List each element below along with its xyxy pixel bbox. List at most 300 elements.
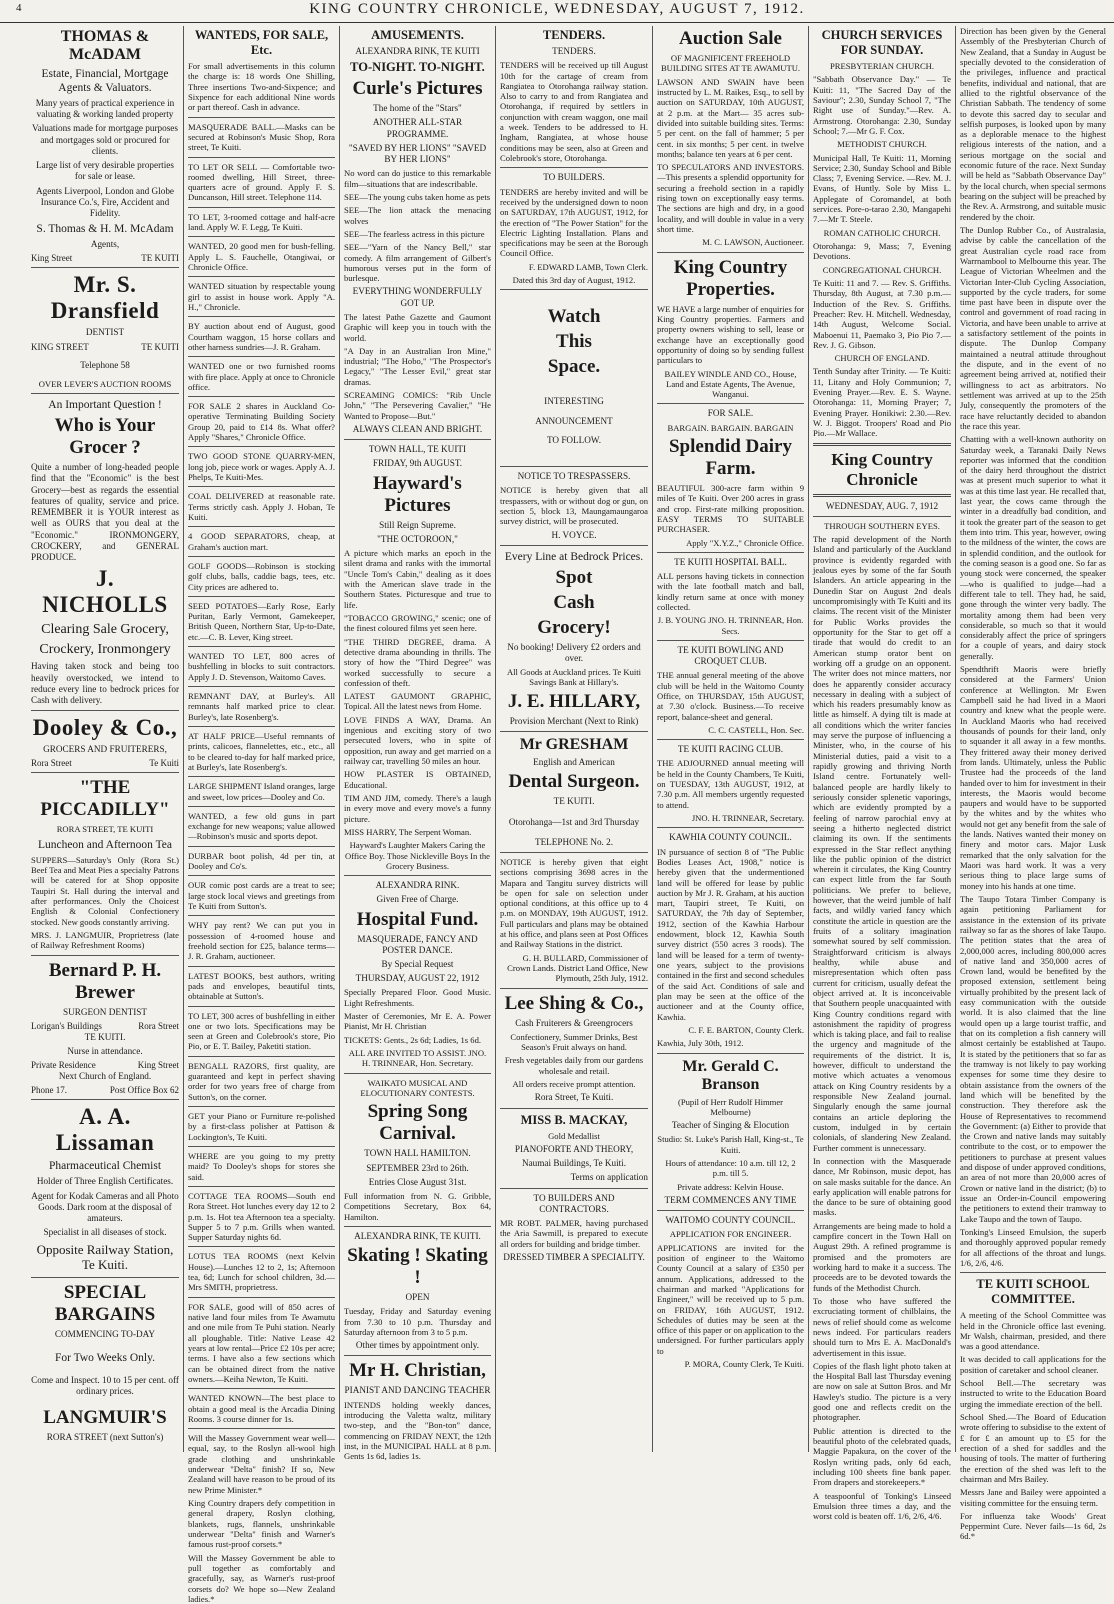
text: SCREAMING COMICS: "Rib Uncle John," "The Persevering Cavalier," "He Wanted to Propose—But.": [344, 390, 491, 421]
text: LOVE FINDS A WAY, Drama. An ingenious and exciting story of two persecuted lovers, who in spite of opposition, run away and get married on a railway car, travelling 50 miles an hour.: [344, 714, 491, 767]
text: Hours of attendance: 10 a.m. till 12, 2 p.m. till 5.: [665, 1157, 796, 1179]
text: MASQUERADE, FANCY AND POSTER DANCE.: [357, 933, 478, 955]
text: The Dunlop Rubber Co., of Australasia, advise by cable the cancellation of the great Australian cycle road race from Warrnambool to Melbourne this year. The League of Victorian Wheelmen and the Victorian Inter-Club Cycling Association, supported by the cycle traders, for some time past have been in dispute over the control and government of road racing in Victoria, and have been unable to arrive at a satisfactory settlement of the points in dispute. The Dunlop Company maintained a neutral attitude throughout the dispute, and in the event of no agreement being arrived at, notified their willingness to act as arbitrators. No settlement was arrived at up to the 25th July, consequently the promoters of the race have reluctantly decided to abandon the race this year.: [960, 224, 1106, 431]
divider: [500, 466, 648, 467]
branson-title: Mr. Gerald C. Branson: [682, 1057, 779, 1093]
text: OVER LEVER'S AUCTION ROOMS: [38, 378, 172, 389]
classified-ad: BY auction about end of August, good Courtham waggon, 15 horse collars and other harness sundries—J. R. Graham.: [188, 321, 335, 352]
text: WE HAVE a large number of enquiries for King Country properties. Farmers and property owners wishing to sell, lease or exchange have an exceptionally good opportunity of doing so by sending fullest particulars to: [657, 303, 804, 366]
classified-ad: LARGE SHIPMENT Island oranges, large and sweet, low prices—Dooley and Co.: [188, 781, 335, 802]
text: RORA STREET (next Sutton's): [46, 1431, 164, 1442]
newspaper-title: KING COUNTRY CHRONICLE, WEDNESDAY, AUGUST 7, 1912.: [309, 1, 805, 17]
classified-ad: WANTED one or two furnished rooms with fire place. Apply at once to Chronicle office.: [188, 361, 335, 392]
column-rule: [955, 26, 956, 1452]
text: Dated this 3rd day of August, 1912.: [512, 275, 636, 286]
classified-ad: AT HALF PRICE—Useful remnants of prints, calicoes, flannelettes, etc., etc., all to be cleared to-day for half marked price, at Burley's, late Rosenberg's.: [188, 730, 335, 772]
text: Opposite Railway Station, Te Kuiti.: [36, 1241, 174, 1273]
text: F. EDWARD LAMB, Town Clerk.: [528, 261, 648, 272]
text: Cash Fruiterers & Greengrocers: [515, 1017, 633, 1028]
text: TE KUITI.: [84, 1031, 126, 1042]
text: This: [556, 331, 592, 353]
text: Rora Street: [138, 1020, 179, 1031]
column-rule: [339, 26, 340, 1452]
text: Cash: [553, 591, 595, 613]
divider: [657, 640, 804, 641]
text: Kawhia, July 30th, 1912.: [657, 1038, 744, 1049]
divider: [188, 966, 335, 967]
hayward-title: Hayward's Pictures: [373, 472, 462, 516]
divider: [188, 846, 335, 847]
divider: [188, 1297, 335, 1298]
classified-ad: WANTED situation by respectable young girl to assist in house work. Apply "A. H.," Chronicle.: [188, 281, 335, 312]
text: The latest Pathe Gazette and Gaumont Graphic will keep you in touch with the world.: [344, 311, 491, 343]
text: A meeting of the School Committee was held in the Chronicle office last evening. Mr Walsh, chairman, presided, and there was a good attendance.: [960, 1310, 1106, 1352]
classified-ad: FOR SALE, good will of 850 acres of native land four miles from Te Awamutu and one mile from Te Puhi station. Nearly all ploughable. Title: Native Lease 42 years at low rental—Price £2 10s per acre; terms. I have also a few sections which can be obtained direct from the native owners.—Keiha Newton, Te Kuiti.: [188, 1301, 335, 1384]
column-6: [810, 26, 954, 1522]
classified-ad: TWO GOOD STONE QUARRY-MEN, long job, piece work or wages. Apply A. J. Phelps, Te Kuiti-Mes.: [188, 451, 335, 482]
text: TIM AND JIM, comedy. There's a laugh in every move and every move's a funny picture.: [344, 792, 491, 824]
text: Will the Massey Government be able to pull together as comfortably and gracefully, say, as Warner's rust-proof corsets do? We hope so—New Zealand ladies.*: [188, 1552, 335, 1604]
divider: [344, 1355, 491, 1356]
text: Full information from N. G. Gribble, Competitions Secretary, Box 64, Hamilton.: [344, 1190, 491, 1222]
divider: [813, 443, 951, 446]
special-bargains-title: SPECIAL BARGAINS: [54, 1282, 156, 1326]
text: FRIDAY, 9th AUGUST.: [372, 458, 463, 469]
divider: [344, 1073, 491, 1074]
text: COMMENCING TO-DAY: [54, 1329, 156, 1340]
divider: [188, 446, 335, 447]
text: (Pupil of Herr Rudolf Himmer Melbourne): [677, 1096, 784, 1117]
divider: [188, 1106, 335, 1107]
divider: [188, 806, 335, 807]
text: No word can do justice to this remarkable film—situations that are indescribable.: [344, 168, 491, 189]
text: TO-NIGHT. TO-NIGHT.: [350, 60, 485, 75]
text: Rora Street: [31, 758, 72, 769]
text: Studio: St. Luke's Parish Hall, King-st., Te Kuiti.: [657, 1134, 804, 1155]
auction-sale-title: Auction Sale: [679, 28, 782, 49]
text: NOTICE is hereby given that all trespassers, with or without dog or gun, on section 5, block 13, Maungamaungaroa survey district, will be prosecuted.: [500, 485, 648, 527]
text: "THE THIRD DEGREE, drama. A detective drama abounding in thrills. The story of how the "Third Degree" was worked successfully to secure a confession of theft.: [344, 636, 491, 688]
column-1: [28, 26, 182, 1452]
text: Fresh vegetables daily from our gardens wholesale and retail.: [504, 1055, 644, 1076]
divider: [31, 267, 179, 268]
text: All Goods at Auckland prices. Te Kuiti Savings Bank at Hillary's.: [506, 667, 642, 688]
text: "TOBACCO GROWING," scenic; one of the finest coloured films yet seen here.: [344, 612, 491, 634]
column-7: [957, 26, 1109, 1542]
column-rule: [495, 26, 496, 1452]
text: Dental Surgeon.: [508, 771, 640, 793]
text: Lorigan's Buildings: [31, 1020, 102, 1031]
classified-ad: TO LET, 300 acres of bushfelling in either one or two lots. Specifications may be seen at Green and Colebrook's store, Pio Pio, or E. T. Bailey, Paketiti station.: [188, 1010, 335, 1052]
divider: [188, 396, 335, 397]
dairy-farm-title: Splendid Dairy Farm.: [668, 435, 792, 479]
divider: [500, 1188, 648, 1189]
divider: [500, 167, 648, 168]
divider: [188, 1056, 335, 1057]
text: All orders receive prompt attention.: [512, 1079, 636, 1090]
text: P. MORA, County Clerk, Te Kuiti.: [684, 1359, 804, 1370]
text: APPLICATIONS are invited for the position of engineer to the Waitomo County Council at a salary of £350 per annum. Applications, addressed to the chairman and marked "Applications for Engineer," will be received up to 5 p.m. on FRIDAY, 16th AUGUST, 1912. Schedules of duties may be seen at the office of this paper or on application to the undersigned. For further particulars apply to: [657, 1242, 804, 1356]
text: TO SPECULATORS AND INVESTORS.—This presents a splendid opportunity for securing a freehold section in a rapidly rising town on exceptionally easy terms. The sections are high and dry, in a good locality, and will double in value in a very short time.: [657, 162, 804, 234]
divider: [657, 552, 804, 553]
text: SEE—The fearless actress in this picture: [344, 228, 485, 239]
classified-ad: GOLF GOODS—Robinson is stocking golf clubs, balls, caddie bags, tees, etc. City prices are adhered to.: [188, 560, 335, 592]
text: Terms on application: [570, 1172, 648, 1183]
text: ANOTHER ALL-STAR PROGRAMME.: [372, 117, 463, 139]
text: Agents Liverpool, London and Globe Insurance Co.'s, Fire, Accident and Fidelity.: [35, 185, 175, 218]
langmuir-title: LANGMUIR'S: [43, 1406, 167, 1428]
text: Pharmaceutical Chemist: [48, 1160, 162, 1173]
text: Having taken stock and being too heavily overstocked, we intend to reduce every line to bedrock prices for Cash with delivery.: [31, 661, 179, 705]
text: OF MAGNIFICENT FREEHOLD BUILDING SITES AT TE AWAMUTU.: [660, 53, 801, 74]
school-committee-heading: TE KUITI SCHOOL COMMITTEE.: [976, 1277, 1090, 1307]
classified-ad: 4 GOOD SEPARATORS, cheap, at Graham's auction mart.: [188, 531, 335, 552]
classified-ad: REMNANT DAY, at Burley's. All remnants half marked price to clear. Burley's, late Rosenberg's.: [188, 691, 335, 722]
text: School Bell.—The secretary was instructed to write to the Education Board urging the immediate erection of the bell.: [960, 1378, 1106, 1409]
divider: [813, 516, 951, 517]
text: Confectionery, Summer Drinks, Best Season's Fruit always on hand.: [510, 1031, 638, 1053]
text: Otorohanga—1st and 3rd Thursday: [508, 817, 640, 828]
text: King Street: [31, 253, 73, 264]
text: RORA STREET, TE KUITI: [56, 824, 154, 835]
classified-ad: OUR comic post cards are a treat to see; large stock local views and greetings from Te Kuiti from Sutton's.: [188, 880, 335, 911]
divider: [188, 776, 335, 777]
text: THE ADJOURNED annual meeting will be held in the County Chambers, Te Kuiti, on TUESDAY, 13th AUGUST, 1912, at 7.30 p.m. All members urgently requested to attend.: [657, 758, 804, 810]
text: TE KUITI BOWLING AND CROQUET CLUB.: [677, 644, 784, 667]
text: INTERESTING: [544, 396, 604, 407]
text: Hayward's Laughter Makers Caring the Office Boy. Those Nickleville Boys In the Grocery Business.: [345, 840, 490, 871]
text: METHODIST CHURCH.: [837, 139, 927, 150]
text: SUPPERS—Saturday's Only (Rora St.) Beef Tea and Meat Pies a specialty Patrons will be catered for at Shop opposite Taupiri St. Hall during the interval and after performances. Only the Choicest English & Colonial Confectionery stocked. New goods constantly arriving.: [31, 854, 179, 927]
divider: [500, 289, 648, 290]
text: PIANOFORTE AND THEORY,: [514, 1143, 634, 1154]
text: Gold Medallist: [548, 1130, 600, 1141]
column-rule: [808, 26, 809, 1452]
text: For influenza take Woods' Great Peppermint Cure. Never fails—1s 6d, 2s 6d.*: [960, 1510, 1106, 1542]
column-3: [341, 26, 494, 1462]
text: Specialist in all diseases of stock.: [43, 1227, 167, 1238]
divider: [31, 710, 179, 711]
text: Apply "X.Y.Z.," Chronicle Office.: [686, 537, 804, 548]
text: C. C. CASTELL, Hon. Sec.: [708, 724, 804, 735]
text: ALL ARE INVITED TO ASSIST. JNO. H. TRINNEAR, Hon. Secretary.: [348, 1048, 487, 1069]
thomas-subtitle: Estate, Financial, Mortgage Agents & Valuators.: [41, 68, 169, 95]
classified-ad: FOR SALE 2 shares in Auckland Co-operative Terminating Building Society Group 20, paid to £14 8s. What offer? Apply "Shares," Chronicle Office.: [188, 401, 335, 443]
text: Nurse in attendance.: [67, 1046, 143, 1057]
divider: [188, 316, 335, 317]
kcp-title: King Country Properties.: [673, 256, 788, 300]
classified-ad: WHERE are you going to my pretty maid? To Dooley's shops for stores she said.: [188, 1150, 335, 1182]
divider: [188, 1006, 335, 1007]
text: SEPTEMBER 23rd to 26th.: [366, 1162, 469, 1173]
text: Tonking's Linseed Emulsion, the superb and thoroughly approved popular remedy for all affections of the throat and lungs. 1/6, 2/6, 4/6.: [960, 1226, 1106, 1268]
page-number: 4: [16, 2, 22, 14]
divider: [188, 686, 335, 687]
divider: [657, 739, 804, 740]
text: PRESBYTERIAN CHURCH.: [829, 61, 935, 71]
thomas-title: THOMAS & McADAM: [60, 28, 150, 63]
text: Many years of practical experience in valuating & working landed property: [35, 98, 175, 120]
text: H. VOYCE.: [551, 529, 597, 540]
text: Agents,: [90, 239, 120, 250]
text: Still Reign Supreme.: [379, 519, 456, 530]
divider: [188, 596, 335, 597]
divider: [31, 1099, 179, 1100]
text: Arrangements are being made to hold a campfire concert in the Town Hall on August 29th. A refined programme is promised and the promoters are working hard to make it a success. The proceeds are to be devoted towards the funds of the Methodist Church.: [813, 1220, 951, 1293]
text: MRS. J. LANGMUIR, Proprietress (late of Railway Refreshment Rooms): [31, 929, 179, 951]
text: TE KUITI RACING CLUB.: [677, 744, 784, 755]
text: It was decided to call applications for the position of caretaker and school cleaner.: [960, 1354, 1106, 1375]
text: TENDERS will be received up till August 10th for the cartage of cream from Rangiatea to Otorohanga railway station. Also to carry to and from Rangiatea and Otorohanga, if required by settlers in conjunction with cream waggon, one mail a week. Tenders to be addressed to H. Ingham, Rangiatea, at whose house conditions may be seen, also at Green and Colebrook's store, Otorohanga.: [500, 60, 648, 164]
text: To those who have suffered the excruciating torment of chilblains, the news of relief should come as welcome news indeed. For particulars readers should turn to Mrs E. A. MacDonald's advertisement in this issue.: [813, 1295, 951, 1358]
divider: [188, 726, 335, 727]
text: SEE—The lion attack the menacing wolves: [344, 205, 491, 226]
text: BARGAIN. BARGAIN. BARGAIN: [667, 422, 794, 433]
text: Chatting with a well-known authority on Saturday week, a Taranaki Daily News reporter was informed that the condition of the dairy herd throughout the district was at present much superior to what it was at this time last year. He recalled that, last year, the cows came through the winter in a dreadfully bad condition, and it took the greater part of the season to get them into trim. This year, however, owing to the mildness of the winter, the cows are in splendid condition, and the outlook for the coming season is a good one. So far as young stock were concerned, the speaker—who is qualified to judge—had a different tale to tell. They had, he said, gone through the winter very badly. The mortality among them had been very considerable, so much so that it would considerably affect the price of springers for a couple of years, and dairy stock generally.: [960, 434, 1106, 661]
classified-ad: GET your Piano or Furniture re-polished by a first-class polisher at Pattison & Lockington's, Te Kuiti.: [188, 1111, 335, 1142]
divider: [657, 1210, 804, 1211]
text: IN pursuance of section 8 of "The Public Bodies Leases Act, 1908," notice is hereby given that the undermentioned land will be offered for lease by public auction by Mr J. R. Graham, at his auction mart, Taupiri street, Te Kuiti, on SATURDAY, the 7th day of September, 1912, section of the Kawhia Harbour endowment, block 12, Kawhia South survey district (550 acres 3 roods). The land will be leased for a term of twenty-one years, subject to the provisions contained in the first and second schedules of the said Act. Conditions of sale and plan may be seen at the office of the auctioneer and at the County office, Kawhia.: [657, 846, 805, 1022]
text: Given Free of Charge.: [376, 894, 459, 905]
text: Municipal Hall, Te Kuiti: 11, Morning Service; 2.30, Sunday School and Bible Class; 7, Evening Service. —Rev. M. J. Evans, of Huntly. Sole by Miss L. Applegate of Coromandel, at both services. Pore-o-tarao 2.30, Mangapehi 7.—Mr T. Steele.: [813, 152, 951, 225]
text: The home of the "Stars": [373, 103, 462, 114]
divider: [188, 236, 335, 237]
divider: [500, 545, 648, 546]
text: TE KUITI HOSPITAL BALL.: [674, 556, 787, 567]
classified-ad: DURBAR boot polish, 4d per tin, at Dooley and Co's.: [188, 850, 335, 872]
divider: [188, 556, 335, 557]
text: Agent for Kodak Cameras and all Photo Goods. Dark room at the disposal of amateurs.: [31, 1190, 179, 1224]
text: King Street: [137, 1060, 179, 1071]
text: CONGREGATIONAL CHURCH.: [822, 264, 942, 275]
text: Private address: Kelvin House.: [677, 1181, 784, 1192]
column-rule: [652, 26, 653, 1452]
grocer-heading: Who is Your Grocer ?: [54, 415, 156, 459]
text: S. Thomas & H. M. McAdam: [36, 223, 174, 236]
text: J. B. YOUNG JNO. H. TRINNEAR, Hon. Secs.: [657, 615, 804, 636]
classified-ad: COAL DELIVERED at reasonable rate. Terms strictly cash. Apply J. Hoban, Te Kuiti.: [188, 491, 335, 522]
text: TERM COMMENCES ANY TIME: [664, 1194, 797, 1205]
text: An Important Question !: [48, 399, 162, 412]
text: Will the Massey Government wear well—equal, say, to the Roslyn all-wool high grade clothing and unshrinkable underwear "Delta" finish? If so, New Zealand will have reason to be proud of its new Prime Minister.*: [188, 1433, 336, 1495]
text: APPLICATION FOR ENGINEER.: [669, 1229, 792, 1240]
text: Post Office Box 62: [109, 1085, 179, 1096]
text: LATEST GAUMONT GRAPHIC, Topical. All the latest news from Home.: [344, 691, 491, 712]
text: JNO. H. TRINNEAR, Secretary.: [691, 813, 804, 824]
classified-ads-list: [188, 122, 335, 1430]
text: TELEPHONE No. 2.: [534, 836, 614, 847]
classified-ad: SEED POTATOES—Early Rose, Early Puritan, Early Vermont, Gamekeeper, British Queen, Northern Star, Up-to-Date, etc.—C. B. Lever, King street.: [188, 600, 335, 642]
text: TICKETS: Gents., 2s 6d; Ladies, 1s 6d.: [344, 1034, 482, 1045]
text: Messrs Jane and Bailey were appointed a visiting committee for the ensuing term.: [960, 1487, 1106, 1508]
text: Large list of very desirable properties for sale or lease.: [36, 160, 174, 182]
text: KAWHIA COUNTY COUNCIL.: [669, 832, 792, 843]
column-2: [185, 26, 338, 1604]
text: "THE OCTOROON,": [377, 533, 458, 544]
divider: [500, 988, 648, 989]
text: A picture which marks an epoch in the silent drama and ranks with the immortal "Uncle Tom's Cabin," dealing as it does with the American slave trade in the Southern States. Picturesque and true to life.: [344, 548, 491, 610]
divider: [344, 1226, 491, 1227]
text: SEE—"Yarn of the Nancy Bell," star comedy. A film arrangement of Gilbert's humorous verses put in the form of burlesque.: [344, 242, 491, 284]
address-row: [31, 1060, 179, 1070]
divider: [188, 207, 335, 208]
mackay-title: MISS B. MACKAY,: [520, 1112, 628, 1127]
divider: [188, 1146, 335, 1147]
text: Master of Ceremonies, Mr E. A. Power Pianist, Mr H. Christian: [344, 1011, 491, 1032]
wanteds-heading: WANTEDS, FOR SALE, Etc.: [194, 28, 329, 57]
text: SURGEON DENTIST: [63, 1006, 147, 1017]
text: Luncheon and Afternoon Tea: [37, 838, 173, 851]
text: OPEN: [405, 1292, 430, 1303]
text: A teaspoonful of Tonking's Linseed Emulsion three times a day, and the worst cold is beaten off. 1/6, 2/6, 4/6.: [813, 1490, 951, 1522]
text: Next Church of England.: [58, 1071, 152, 1082]
divider: [188, 157, 335, 158]
text: Spot: [555, 566, 593, 588]
amusements-heading: AMUSEMENTS.: [371, 28, 464, 42]
skating-title: Skating ! Skating !: [347, 1245, 488, 1289]
text: CHURCH OF ENGLAND.: [834, 353, 930, 364]
column-rule: [183, 26, 184, 1452]
divider: [31, 955, 179, 956]
text: Come and Inspect. 10 to 15 per cent. off ordinary prices.: [31, 1374, 179, 1396]
church-services-heading: CHURCH SERVICES FOR SUNDAY.: [821, 28, 943, 57]
classified-ad: TO LET OR SELL — Comfortable two-roomed dwelling, Hill Street, three-quarters acre of ground. Apply F. S. Duncanson, Hill street. Telephone 114.: [188, 161, 335, 203]
text: ROMAN CATHOLIC CHURCH.: [823, 227, 941, 238]
divider: [344, 875, 491, 876]
classified-ad: WANTED KNOWN—The best place to obtain a good meal is the Arcadia Dining Rooms. 3 course dinner for 1s.: [188, 1393, 335, 1424]
text: DENTIST: [85, 327, 125, 338]
text: G. H. BULLARD, Commissioner of Crown Lands. District Land Office, New Plymouth, 25th July, 1912.: [507, 952, 648, 984]
text: Holder of Three English Certificates.: [36, 1176, 174, 1187]
text: Copies of the flash light photo taken at the Hospital Ball last Thursday evening are now on sale at Sutton Bros. and Mr Hawley's studio. The picture is a very good one and reflects credit on the photographer.: [813, 1360, 951, 1423]
divider: [188, 276, 335, 277]
text: WAIKATO MUSICAL AND ELOCUTIONARY CONTESTS.: [360, 1077, 475, 1098]
divider: [188, 1186, 335, 1187]
address-row: [31, 758, 179, 768]
text: The rapid development of the North Island and particularly of the Auckland province is evidently regarded with jealous eyes by some of the far South Islanders. An article appearing in the Dunedin Star on August 2nd deals uncompromisingly with Te Kuiti and its claims. The recent visit of the Minister for Public Works provides the opportunity for the Star to get off a tirade that would do credit to an American stump orator bent on working off a grudge on an opponent. The writer does not mince matters, nor does he apparently consider accuracy necessary in dealing with a subject of which his readers presumably know as little as himself. A dying tilt is made at all conditions which the writer fancies may serve the purpose of influencing a Minister, who, in the course of his Ministerial duties, paid a visit to a rapidly growing and thriving North Island centre. Fortunately well-balanced people are hardly likely to seriously consider splenetic vaporings, which are evidently prompted by a feeling of narrow parochial envy at seeing a hitherto neglected district claiming its own. If the sentiments expressed in the Star reflect anything like the public opinion of the district wherein it circulates, the King Country can expect little from the far South politicians. We prefer to believe, however, that the weird jumble of half facts, and wildly varied fancy which constitute the article in question are the fruits of a solitary imagination somewhat soured by self commission. Straightforward criticism is always healthy, while abuse and misrepresentation which often pass current for criticism, usually defeat the object arrived at. It is inconceivable that Southern people unacquainted with King Country conditions regard with astonishment the rapidity of progress which is taking place, and fail to realise the urgency and magnitude of the requirements of the district. It is, however, difficult to understand the motive which actuates a venomous attack on King Country residents by a responsible New Zealand journal. Singularly enough the same journal contains an article deploring the custom, indulged in by certain colonials, of slandering New Zealand. Further comment is unnecessary.: [813, 534, 951, 1153]
column-4: [497, 26, 651, 1452]
divider: [657, 252, 804, 253]
divider: [188, 526, 335, 527]
text: Watch: [547, 306, 601, 328]
text: NOTICE TO TRESPASSERS.: [517, 471, 631, 482]
divider: [188, 1428, 335, 1429]
divider: [188, 875, 335, 876]
text: Teacher of Singing & Elocution: [671, 1120, 790, 1131]
text: M. C. LAWSON, Auctioneer.: [702, 237, 804, 248]
lee-shing-title: Lee Shing & Co.,: [504, 992, 644, 1014]
text: TOWN HALL HAMILTON.: [364, 1148, 471, 1159]
text: ALEXANDRA RINK, TE KUITI.: [354, 1230, 481, 1241]
text: King Country drapers defy competition in general drapery, Roslyn clothing, blankets, rugs, flannels, unshrinkable underwear "Delta" finish and Warner's famous rust-proof corsets.*: [188, 1498, 335, 1550]
text: LAWSON AND SWAIN have been instructed by L. M. Raikes, Esq., to sell by auction on SATURDAY, 10th AUGUST, at 2 p.m. at the Mart— 35 acres sub-divided into suitable building sites. Terms: 5 per cent. on the fall of hammer; 5 per cent. in six months; 5 per cent. in twelve months; balance ten years at 6 per cent.: [657, 76, 804, 159]
divider: [500, 1108, 648, 1109]
text: In connection with the Masquerade dance, Mr Robinson, music depot, has on sale masks suitable for the dance. An early application will enable patrons for the dance to be sure of obtaining good masks.: [813, 1155, 951, 1218]
text: TO FOLLOW.: [546, 434, 602, 445]
text: DRESSED TIMBER A SPECIALITY.: [503, 1251, 645, 1262]
text: Rora Street, Te Kuiti.: [534, 1092, 614, 1103]
text: ALEXANDRA RINK, TE KUITI: [355, 46, 480, 56]
classified-ad: TO LET, 3-roomed cottage and half-acre land. Apply W. F. Legg, Te Kuiti.: [188, 211, 335, 233]
dooley-title: Dooley & Co.,: [32, 715, 178, 741]
text: Other times by appointment only.: [355, 1340, 480, 1351]
text: Quite a number of long-headed people find that the "Economic" is the best Grocery—best as regards the essential features of quality, service and price. REMEMBER it is YOUR interest as well as OURS that you deal at the "Economic." IRONMONGERY, CROCKERY, and GENERAL PRODUCE.: [31, 462, 179, 562]
text: Space.: [547, 356, 601, 378]
text: Crockery, Ironmongery: [39, 642, 171, 658]
text: "A Day in an Australian Iron Mine," industrial; "The Hobo," "The Prospector's Legacy," "The Lesser Evil," great star dramas.: [344, 345, 491, 387]
text: Spendthrift Maoris were briefly considered at the Farmers' Union conference at Wellington. Mr Ewen Campbell said he had lived in a Maori country and knew what the people were. In Auckland Maoris who had received thousands of pounds for their land, only to squander it all away in a few months. They frittered away their money derived from lands. Ultimately, unless the Public Trustee had the proceeds of the land handed over to him for investment in their interests, the Maoris would become paupers and would have to be supported by the whites and by the whites who would not get any benefit from the sale of the lands. Natives wanted their money on finery and motor cars. Major Lusk remarked that the only salvation for the Maori was hard work. It was a very serious thing to place large sums of money into his hands at one time.: [960, 664, 1106, 891]
divider: [188, 486, 335, 487]
divider: [500, 852, 648, 853]
text: Telephone 58: [80, 359, 130, 370]
text: Tuesday, Friday and Saturday evening from 7.30 to 10 p.m. Thursday and Saturday afternoon from 3 to 5 p.m.: [344, 1306, 491, 1337]
classified-ad: WANTED, 20 good men for bush-felling. Apply L. S. Fauchelle, Otangiwai, or Chronicle Office.: [188, 241, 335, 272]
text: ALEXANDRA RINK.: [375, 880, 460, 891]
classified-ad: MASQUERADE BALL.—Masks can be secured at Robinson's Music Shop, Rora street, Te Kuiti.: [188, 121, 335, 153]
curle-title: Curle's Pictures: [352, 78, 483, 100]
divider: [344, 439, 491, 440]
text: Provision Merchant (Next to Rink): [509, 715, 639, 726]
text: Otorohanga: 9, Mass; 7, Evening Devotions.: [813, 241, 951, 262]
text: MISS HARRY, The Serpent Woman.: [344, 826, 472, 837]
text: For Two Weeks Only.: [55, 1351, 155, 1364]
text: MR ROBT. PALMER, having purchased the Aria Sawmill, is prepared to execute all orders for building and bridge timber.: [500, 1218, 648, 1249]
text: HOW PLASTER IS OBTAINED, Educational.: [344, 769, 491, 790]
address-row: [31, 1021, 179, 1031]
classified-ad: WANTED, a few old guns in part exchange for new weapons; value allowed—Robinson's music and sports depot.: [188, 810, 335, 842]
classified-ad: WANTED TO LET, 800 acres of bushfelling in blocks to suit contractors. Apply J. D. Stevenson, Waitomo Caves.: [188, 651, 335, 682]
classified-ad: LATEST BOOKS, best authors, writing pads and envelopes, beautiful tints, obtainable at Sutton's.: [188, 970, 335, 1002]
text: Naumai Buildings, Te Kuiti.: [521, 1158, 627, 1169]
tenders-heading: TENDERS.: [542, 28, 606, 42]
address-row: [31, 342, 179, 352]
divider: [657, 1053, 804, 1054]
text: TO BUILDERS.: [543, 172, 605, 183]
classified-ad: BENGALL RAZORS, first quality, are guaranteed and kept in perfect shaving order for two years free of charge from Sutton's, on the corner.: [188, 1060, 335, 1102]
address-row: [31, 1085, 179, 1095]
text: Every Line at Bedrock Prices.: [504, 550, 644, 563]
nicholls-title: J. NICHOLLS: [42, 566, 168, 618]
text: Tenth Sunday after Trinity. — Te Kuiti: 11, Litany and Holy Communion; 7, Evening Prayer.—Rev. E. S. Wayne. Otorohanga: 11, Morning Prayer; 7, Evening Prayer. Honikiwi: 2.30.—Rev. W. J. Biggot. Troopers' Road and Pio Pio.—Mr Wallace.: [813, 366, 951, 439]
text: Valuations made for mortgage purposes and mortgages sold or procured for clients.: [32, 123, 178, 156]
divider: [657, 403, 804, 404]
text: "SAVED BY HER LIONS" "SAVED BY HER LIONS": [348, 142, 487, 165]
text: No booking! Delivery £2 orders and over.: [507, 641, 641, 663]
text: TENDERS are hereby invited and will be received by the undersigned down to noon on SATURDAY, 17th AUGUST, 1912, for the erection of "The Power Station" for the Electric Lighting Installation. Plans and specifications may be seen at the Borough Council Office.: [500, 186, 648, 259]
text: SEE—The young cubs taken home as pets: [344, 191, 491, 202]
text: WEDNESDAY, AUG. 7, 1912: [825, 500, 939, 511]
brewer-title: Bernard P. H. Brewer: [48, 959, 162, 1003]
classified-ad: COTTAGE TEA ROOMS—South end Rora Street. Hot lunches every day 12 to 2 p.m. 1s. Hot tea Afternoon tea a specialty. Supper 5 to 7 p.m. Grills when wanted. Supper Saturday nights 6d.: [188, 1190, 335, 1243]
text: FOR SALE.: [707, 408, 754, 419]
divider: [960, 1272, 1106, 1273]
divider: [31, 393, 179, 394]
text: "Sabbath Observance Day." — Te Kuiti: 11, "The Sacred Day of the Saviour"; 2.30, Sunday School 7, "The Right use of Sunday."—Rev. A. Armstrong. Otorohanga: 2.30, Sunday School; 7.—Mr G. F. Cox.: [813, 74, 951, 136]
piccadilly-title: "THE PICCADILLY": [40, 777, 170, 821]
text: TE KUITI.: [553, 796, 595, 807]
text: English and American: [533, 757, 615, 768]
text: ALL persons having tickets in connection with the late football match and ball, kindly return same at once with money collected.: [657, 571, 804, 612]
divider: [31, 772, 179, 773]
text: TO BUILDERS AND CONTRACTORS.: [533, 1192, 615, 1214]
christian-title: Mr H. Christian,: [349, 1360, 486, 1382]
column-5: [654, 26, 807, 1452]
text: PIANIST AND DANCING TEACHER: [344, 1385, 491, 1396]
text: ANNOUNCEMENT: [535, 415, 613, 426]
text: By Special Request: [381, 959, 454, 970]
divider: [657, 827, 804, 828]
text: TE KUITI: [141, 253, 179, 264]
